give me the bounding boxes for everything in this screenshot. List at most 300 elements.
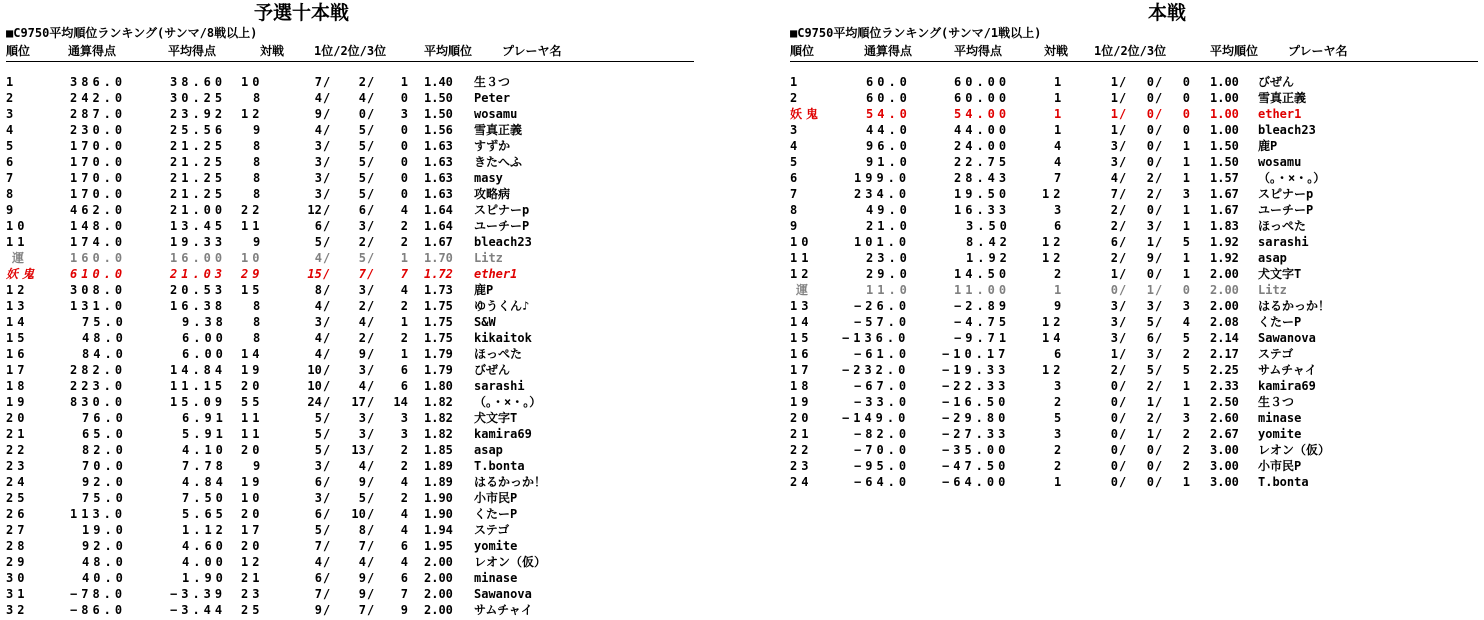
total-score-cell: −82.0 <box>854 427 911 441</box>
average-score-cell: −3.44 <box>170 603 227 617</box>
average-score-cell: 7.78 <box>182 459 227 473</box>
third-place-count: 4 <box>400 523 408 537</box>
first-place-count: 4 <box>314 299 322 313</box>
player-name-cell: Sawanova <box>474 587 532 601</box>
games-cell: 11 <box>241 427 264 441</box>
average-place-cell: 1.82 <box>424 427 453 441</box>
total-score-cell: 91.0 <box>866 155 911 169</box>
total-score-cell: 308.0 <box>70 283 127 297</box>
average-score-cell: 21.25 <box>170 139 227 153</box>
rank-cell: 18 <box>790 379 813 393</box>
average-place-cell: 1.64 <box>424 219 453 233</box>
rank-cell: 23 <box>6 459 29 473</box>
slash: / <box>323 555 331 569</box>
total-score-cell: 282.0 <box>70 363 127 377</box>
average-place-cell: 1.63 <box>424 155 453 169</box>
panel-title: 本戦 <box>1148 2 1187 24</box>
rank-cell: 12 <box>6 283 29 297</box>
third-place-count: 3 <box>400 427 408 441</box>
slash: / <box>367 347 375 361</box>
slash: / <box>1155 219 1163 233</box>
third-place-count: 0 <box>400 139 408 153</box>
second-place-count: 5 <box>358 155 366 169</box>
slash: / <box>323 459 331 473</box>
slash: / <box>1155 315 1163 329</box>
player-name-cell: yomite <box>474 539 518 553</box>
games-cell: 11 <box>241 219 264 233</box>
total-score-cell: 82.0 <box>82 443 127 457</box>
slash: / <box>367 603 375 617</box>
first-place-count: 6 <box>314 571 322 585</box>
slash: / <box>1119 267 1127 281</box>
rank-cell: 5 <box>6 139 18 153</box>
slash: / <box>323 347 331 361</box>
total-score-cell: 60.0 <box>866 91 911 105</box>
first-place-count: 3 <box>314 315 322 329</box>
games-cell: 11 <box>241 411 264 425</box>
total-score-cell: 223.0 <box>70 379 127 393</box>
first-place-count: 5 <box>314 411 322 425</box>
total-score-cell: 148.0 <box>70 219 127 233</box>
player-name-cell: びぜん <box>474 363 511 377</box>
header-avg-place: 平均順位 <box>1210 44 1259 58</box>
rank-cell: 7 <box>6 171 18 185</box>
third-place-count: 1 <box>400 75 408 89</box>
rank-cell: 11 <box>6 235 29 249</box>
player-name-cell: sarashi <box>474 379 525 393</box>
games-cell: 9 <box>253 235 265 249</box>
slash: / <box>367 123 375 137</box>
third-place-count: 1 <box>1182 251 1190 265</box>
second-place-count: 1 <box>1146 427 1154 441</box>
average-score-cell: −47.50 <box>942 459 1010 473</box>
first-place-count: 3 <box>1110 155 1118 169</box>
rank-cell: 10 <box>790 235 813 249</box>
average-score-cell: 60.00 <box>954 91 1011 105</box>
games-cell: 14 <box>241 347 264 361</box>
rank-cell: 21 <box>790 427 813 441</box>
third-place-count: 1 <box>1182 139 1190 153</box>
header-divider <box>6 61 694 62</box>
average-score-cell: 54.00 <box>954 107 1011 121</box>
first-place-count: 24 <box>307 395 322 409</box>
total-score-cell: −67.0 <box>854 379 911 393</box>
header-rank: 順位 <box>6 44 31 58</box>
slash: / <box>323 251 331 265</box>
total-score-cell: 75.0 <box>82 491 127 505</box>
rank-cell: 29 <box>6 555 29 569</box>
rank-cell: 妖鬼 <box>6 267 39 281</box>
slash: / <box>1155 267 1163 281</box>
second-place-count: 6 <box>358 203 366 217</box>
first-place-count: 7 <box>1110 187 1118 201</box>
slash: / <box>1119 443 1127 457</box>
average-place-cell: 1.75 <box>424 331 453 345</box>
total-score-cell: 40.0 <box>82 571 127 585</box>
header-avg: 平均得点 <box>954 44 1003 58</box>
slash: / <box>367 539 375 553</box>
rank-cell: 12 <box>790 267 813 281</box>
first-place-count: 4 <box>314 347 322 361</box>
slash: / <box>1119 219 1127 233</box>
third-place-count: 1 <box>1182 475 1190 489</box>
average-place-cell: 1.50 <box>1210 139 1239 153</box>
average-score-cell: −27.33 <box>942 427 1010 441</box>
total-score-cell: 230.0 <box>70 123 127 137</box>
slash: / <box>323 395 331 409</box>
slash: / <box>323 139 331 153</box>
player-name-cell: yomite <box>1258 427 1302 441</box>
player-name-cell: sarashi <box>1258 235 1309 249</box>
average-place-cell: 1.50 <box>424 107 453 121</box>
first-place-count: 7 <box>314 587 322 601</box>
average-place-cell: 1.75 <box>424 299 453 313</box>
third-place-count: 9 <box>400 603 408 617</box>
rank-cell: 24 <box>790 475 813 489</box>
first-place-count: 0 <box>1110 283 1118 297</box>
first-place-count: 0 <box>1110 475 1118 489</box>
player-name-cell: スピナーp <box>1258 187 1314 201</box>
average-place-cell: 1.95 <box>424 539 453 553</box>
average-score-cell: 6.91 <box>182 411 227 425</box>
first-place-count: 2 <box>1110 219 1118 233</box>
games-cell: 8 <box>253 331 265 345</box>
average-place-cell: 1.00 <box>1210 123 1239 137</box>
total-score-cell: 101.0 <box>854 235 911 249</box>
total-score-cell: 49.0 <box>866 203 911 217</box>
header-total: 通算得点 <box>864 44 913 58</box>
average-score-cell: 3.50 <box>966 219 1011 233</box>
third-place-count: 3 <box>400 107 408 121</box>
slash: / <box>367 171 375 185</box>
rank-cell: 9 <box>6 203 18 217</box>
header-places: 1位/2位/3位 <box>1094 44 1167 58</box>
slash: / <box>323 267 331 281</box>
slash: / <box>1119 299 1127 313</box>
first-place-count: 4 <box>314 251 322 265</box>
first-place-count: 6 <box>314 475 322 489</box>
slash: / <box>367 235 375 249</box>
games-cell: 10 <box>241 251 264 265</box>
player-name-cell: S&W <box>474 315 496 329</box>
header-avg: 平均得点 <box>168 44 217 58</box>
average-place-cell: 1.00 <box>1210 107 1239 121</box>
first-place-count: 2 <box>1110 251 1118 265</box>
third-place-count: 1 <box>1182 155 1190 169</box>
slash: / <box>323 587 331 601</box>
average-place-cell: 1.79 <box>424 347 453 361</box>
average-score-cell: −2.89 <box>954 299 1011 313</box>
third-place-count: 5 <box>1182 235 1190 249</box>
average-place-cell: 1.63 <box>424 171 453 185</box>
second-place-count: 4 <box>358 555 366 569</box>
total-score-cell: 830.0 <box>70 395 127 409</box>
slash: / <box>323 539 331 553</box>
total-score-cell: 170.0 <box>70 187 127 201</box>
slash: / <box>1119 379 1127 393</box>
second-place-count: 4 <box>358 379 366 393</box>
average-score-cell: 21.25 <box>170 187 227 201</box>
average-score-cell: 19.33 <box>170 235 227 249</box>
slash: / <box>323 363 331 377</box>
games-cell: 2 <box>1054 459 1066 473</box>
first-place-count: 6 <box>1110 235 1118 249</box>
average-score-cell: 4.10 <box>182 443 227 457</box>
games-cell: 12 <box>1042 315 1065 329</box>
second-place-count: 4 <box>358 459 366 473</box>
third-place-count: 6 <box>400 539 408 553</box>
games-cell: 2 <box>1054 267 1066 281</box>
average-place-cell: 1.83 <box>1210 219 1239 233</box>
average-score-cell: −16.50 <box>942 395 1010 409</box>
rank-cell: 10 <box>6 219 29 233</box>
average-place-cell: 1.94 <box>424 523 453 537</box>
slash: / <box>1119 331 1127 345</box>
third-place-count: 0 <box>400 155 408 169</box>
second-place-count: 2 <box>358 299 366 313</box>
player-name-cell: （。・×・。） <box>1258 171 1326 185</box>
games-cell: 8 <box>253 315 265 329</box>
average-place-cell: 1.67 <box>1210 187 1239 201</box>
first-place-count: 5 <box>314 235 322 249</box>
average-score-cell: 22.75 <box>954 155 1011 169</box>
average-place-cell: 2.67 <box>1210 427 1239 441</box>
total-score-cell: 96.0 <box>866 139 911 153</box>
player-name-cell: レオン（仮） <box>1258 443 1331 457</box>
average-score-cell: 5.91 <box>182 427 227 441</box>
total-score-cell: 60.0 <box>866 75 911 89</box>
games-cell: 20 <box>241 507 264 521</box>
average-place-cell: 2.00 <box>424 555 453 569</box>
slash: / <box>1155 155 1163 169</box>
total-score-cell: −26.0 <box>854 299 911 313</box>
average-place-cell: 1.80 <box>424 379 453 393</box>
player-name-cell: minase <box>474 571 518 585</box>
first-place-count: 1 <box>1110 267 1118 281</box>
first-place-count: 3 <box>314 459 322 473</box>
second-place-count: 8 <box>358 523 366 537</box>
games-cell: 9 <box>253 459 265 473</box>
player-name-cell: 鹿P <box>1258 139 1278 153</box>
first-place-count: 12 <box>307 203 322 217</box>
third-place-count: 1 <box>1182 171 1190 185</box>
third-place-count: 4 <box>400 555 408 569</box>
first-place-count: 7 <box>314 75 322 89</box>
average-score-cell: 4.60 <box>182 539 227 553</box>
rank-cell: 27 <box>6 523 29 537</box>
header-total: 通算得点 <box>68 44 117 58</box>
slash: / <box>1155 459 1163 473</box>
player-name-cell: びぜん <box>1258 75 1295 89</box>
rank-cell: 6 <box>6 155 18 169</box>
rank-cell: 24 <box>6 475 29 489</box>
average-score-cell: 24.00 <box>954 139 1011 153</box>
average-place-cell: 1.90 <box>424 507 453 521</box>
first-place-count: 4 <box>314 123 322 137</box>
slash: / <box>323 123 331 137</box>
rank-cell: 1 <box>6 75 18 89</box>
average-place-cell: 2.14 <box>1210 331 1239 345</box>
slash: / <box>1155 139 1163 153</box>
average-place-cell: 2.00 <box>424 587 453 601</box>
average-score-cell: 19.50 <box>954 187 1011 201</box>
player-name-cell: kikaitok <box>474 331 532 345</box>
player-name-cell: レオン（仮） <box>474 555 547 569</box>
rank-cell: 13 <box>6 299 29 313</box>
slash: / <box>1119 411 1127 425</box>
games-cell: 22 <box>241 203 264 217</box>
rank-cell: 15 <box>790 331 813 345</box>
average-score-cell: 21.00 <box>170 203 227 217</box>
total-score-cell: −61.0 <box>854 347 911 361</box>
second-place-count: 0 <box>1146 267 1154 281</box>
total-score-cell: 11.0 <box>866 283 911 297</box>
total-score-cell: −70.0 <box>854 443 911 457</box>
average-score-cell: 20.53 <box>170 283 227 297</box>
average-place-cell: 1.73 <box>424 283 453 297</box>
second-place-count: 2 <box>358 235 366 249</box>
average-score-cell: −22.33 <box>942 379 1010 393</box>
rank-cell: 13 <box>790 299 813 313</box>
slash: / <box>1155 427 1163 441</box>
slash: / <box>1155 91 1163 105</box>
average-place-cell: 1.63 <box>424 139 453 153</box>
average-place-cell: 3.00 <box>1210 459 1239 473</box>
third-place-count: 2 <box>1182 427 1190 441</box>
average-score-cell: −4.75 <box>954 315 1011 329</box>
total-score-cell: 131.0 <box>70 299 127 313</box>
total-score-cell: −78.0 <box>70 587 127 601</box>
second-place-count: 0 <box>1146 75 1154 89</box>
first-place-count: 5 <box>314 523 322 537</box>
games-cell: 14 <box>1042 331 1065 345</box>
slash: / <box>1155 379 1163 393</box>
rank-cell: 3 <box>790 123 802 137</box>
average-place-cell: 1.89 <box>424 475 453 489</box>
second-place-count: 3 <box>358 363 366 377</box>
first-place-count: 3 <box>1110 299 1118 313</box>
average-place-cell: 1.50 <box>424 91 453 105</box>
first-place-count: 9 <box>314 107 322 121</box>
first-place-count: 0 <box>1110 411 1118 425</box>
average-score-cell: 44.00 <box>954 123 1011 137</box>
player-name-cell: ether1 <box>474 267 518 281</box>
third-place-count: 0 <box>1182 91 1190 105</box>
third-place-count: 4 <box>400 475 408 489</box>
third-place-count: 0 <box>400 123 408 137</box>
slash: / <box>1119 235 1127 249</box>
third-place-count: 3 <box>1182 187 1190 201</box>
first-place-count: 1 <box>1110 107 1118 121</box>
average-place-cell: 1.90 <box>424 491 453 505</box>
slash: / <box>323 507 331 521</box>
rank-cell: 16 <box>790 347 813 361</box>
games-cell: 8 <box>253 155 265 169</box>
total-score-cell: 610.0 <box>70 267 127 281</box>
total-score-cell: 75.0 <box>82 315 127 329</box>
slash: / <box>367 75 375 89</box>
games-cell: 5 <box>1054 411 1066 425</box>
rank-cell: 15 <box>6 331 29 345</box>
third-place-count: 5 <box>1182 331 1190 345</box>
second-place-count: 3 <box>358 219 366 233</box>
average-place-cell: 2.60 <box>1210 411 1239 425</box>
average-score-cell: 21.25 <box>170 171 227 185</box>
rank-cell: 9 <box>790 219 802 233</box>
games-cell: 20 <box>241 443 264 457</box>
average-place-cell: 2.00 <box>424 571 453 585</box>
average-score-cell: 6.00 <box>182 347 227 361</box>
total-score-cell: 76.0 <box>82 411 127 425</box>
games-cell: 4 <box>1054 155 1066 169</box>
player-name-cell: ユーチーP <box>474 219 530 233</box>
first-place-count: 15 <box>307 267 322 281</box>
player-name-cell: ステゴ <box>1258 347 1294 361</box>
third-place-count: 0 <box>400 187 408 201</box>
games-cell: 12 <box>241 555 264 569</box>
rank-cell: 31 <box>6 587 29 601</box>
average-score-cell: 14.50 <box>954 267 1011 281</box>
average-score-cell: 1.92 <box>966 251 1011 265</box>
average-place-cell: 2.08 <box>1210 315 1239 329</box>
first-place-count: 4 <box>314 555 322 569</box>
first-place-count: 2 <box>1110 363 1118 377</box>
average-place-cell: 1.89 <box>424 459 453 473</box>
slash: / <box>1155 123 1163 137</box>
slash: / <box>323 603 331 617</box>
average-place-cell: 3.00 <box>1210 475 1239 489</box>
average-score-cell: 14.84 <box>170 363 227 377</box>
second-place-count: 1 <box>1146 235 1154 249</box>
slash: / <box>1119 139 1127 153</box>
player-name-cell: Sawanova <box>1258 331 1316 345</box>
rank-cell: 18 <box>6 379 29 393</box>
rank-cell: 4 <box>790 139 802 153</box>
slash: / <box>323 411 331 425</box>
slash: / <box>367 331 375 345</box>
second-place-count: 7 <box>358 267 366 281</box>
games-cell: 17 <box>241 523 264 537</box>
player-name-cell: kamira69 <box>474 427 532 441</box>
player-name-cell: ether1 <box>1258 107 1302 121</box>
slash: / <box>1155 171 1163 185</box>
first-place-count: 2 <box>1110 203 1118 217</box>
average-score-cell: 1.90 <box>182 571 227 585</box>
rank-cell: 妖鬼 <box>790 107 823 121</box>
first-place-count: 6 <box>314 507 322 521</box>
slash: / <box>1119 123 1127 137</box>
rank-cell: 運 <box>12 251 29 265</box>
second-place-count: 0 <box>1146 91 1154 105</box>
slash: / <box>323 283 331 297</box>
slash: / <box>1155 443 1163 457</box>
rank-cell: 16 <box>6 347 29 361</box>
header-player: プレーヤ名 <box>502 44 562 58</box>
games-cell: 29 <box>241 267 264 281</box>
rank-cell: 20 <box>790 411 813 425</box>
total-score-cell: −64.0 <box>854 475 911 489</box>
total-score-cell: −95.0 <box>854 459 911 473</box>
player-name-cell: ほっぺた <box>474 347 523 361</box>
third-place-count: 2 <box>400 299 408 313</box>
third-place-count: 2 <box>1182 347 1190 361</box>
games-cell: 10 <box>241 75 264 89</box>
rank-cell: 8 <box>6 187 18 201</box>
second-place-count: 5 <box>358 171 366 185</box>
average-place-cell: 1.00 <box>1210 75 1239 89</box>
games-cell: 6 <box>1054 219 1066 233</box>
games-cell: 12 <box>1042 363 1065 377</box>
